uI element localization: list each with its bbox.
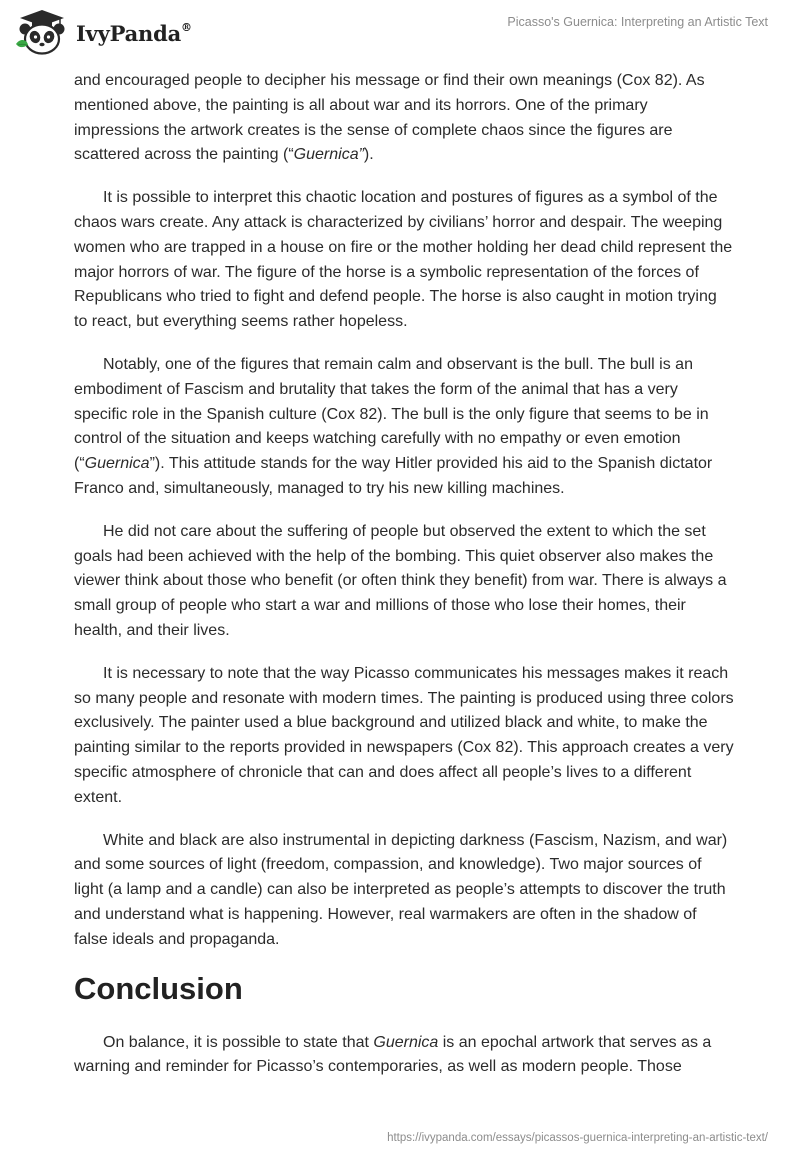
paragraph bbox=[74, 520, 734, 644]
text-run: It is possible to interpret this chaotic location and postures of figures as a symbol of the chaos wars create. Any attack is characterized by civilians’ horror and despair. The weeping women who are trapped in a house on fire or the mother holding her dead child represent the major horrors of war. The figure of the horse is a symbolic representation of the forces of Republicans who tried to fight and defend people. The horse is also caught in motion trying to react, but everything seems rather hopeless. bbox=[74, 189, 733, 331]
paragraph bbox=[74, 186, 734, 335]
text-run: ”). This attitude stands for the way Hitler provided his aid to the Spanish dictator Franco and, simultaneously, managed to try his new killing machines. bbox=[74, 455, 713, 497]
section-heading: Conclusion bbox=[74, 970, 243, 1006]
paragraph bbox=[74, 69, 734, 168]
text-run: ). bbox=[363, 146, 374, 164]
text-run: White and black are also instrumental in depicting darkness (Fascism, Nazism, and war) and some sources of light (freedom, compassion, and knowledge). Two major sources of light (a lamp and a candle) can also be interpreted as people’s attempts to discover the truth and understand what is happening. However, real warmakers are often in the shadow of false ideals and propaganda. bbox=[74, 831, 728, 948]
ivypanda-logo[interactable] bbox=[14, 8, 192, 56]
essay-body bbox=[74, 69, 734, 1098]
document-title: Picasso's Guernica: Interpreting an Artistic Text bbox=[507, 15, 768, 29]
paragraph bbox=[74, 829, 734, 953]
paragraph bbox=[74, 662, 734, 811]
italic-title: Guernica bbox=[373, 1033, 439, 1051]
italic-title: Guernica” bbox=[293, 146, 364, 164]
panda-mascot-icon bbox=[14, 8, 70, 56]
text-run: He did not care about the suffering of people but observed the extent to which the set goals had been achieved with the help of the bombing. This quiet observer also makes the viewer think about those who benefit (or often think they benefit) from war. There is always a small group of people who start a war and millions of those who lose their homes, their health, and their lives. bbox=[74, 522, 727, 639]
text-run: and encouraged people to decipher his message or find their own meanings (Cox 82). As mentioned above, the painting is all about war and its horrors. One of the primary impressions the artwork creates is the sense of complete chaos since the figures are scattered across the painting (“ bbox=[74, 72, 705, 164]
text-run: Notably, one of the figures that remain calm and observant is the bull. The bull is an embodiment of Fascism and brutality that takes the form of the animal that has a very specific role in the Spanish culture (Cox 82). The bull is the only figure that seems to be in control of the situation and keeps watching carefully with no empathy or even emotion (“ bbox=[74, 355, 709, 473]
text-run: On balance, it is possible to state that bbox=[103, 1033, 374, 1051]
text-run: It is necessary to note that the way Picasso communicates his messages makes it reach so many people and resonate with modern times. The painting is produced using three colors exclusively. The painter used a blue background and utilized black and white, to make the painting similar to the reports provided in newspapers (Cox 82). This approach creates a very specific atmosphere of chronicle that can and does affect all people’s lives to a different extent. bbox=[74, 664, 734, 806]
paragraph bbox=[74, 1031, 734, 1081]
source-url[interactable]: https://ivypanda.com/essays/picassos-guernica-interpreting-an-artistic-text/ bbox=[387, 1132, 768, 1144]
italic-title: Guernica bbox=[84, 455, 150, 473]
paragraph bbox=[74, 353, 734, 502]
text-run: is an epochal artwork that serves as a warning and reminder for Picasso’s contemporaries, as well as modern people. Those bbox=[74, 1033, 712, 1076]
page-header bbox=[0, 0, 800, 70]
brand-name: IvyPanda® bbox=[76, 20, 192, 46]
